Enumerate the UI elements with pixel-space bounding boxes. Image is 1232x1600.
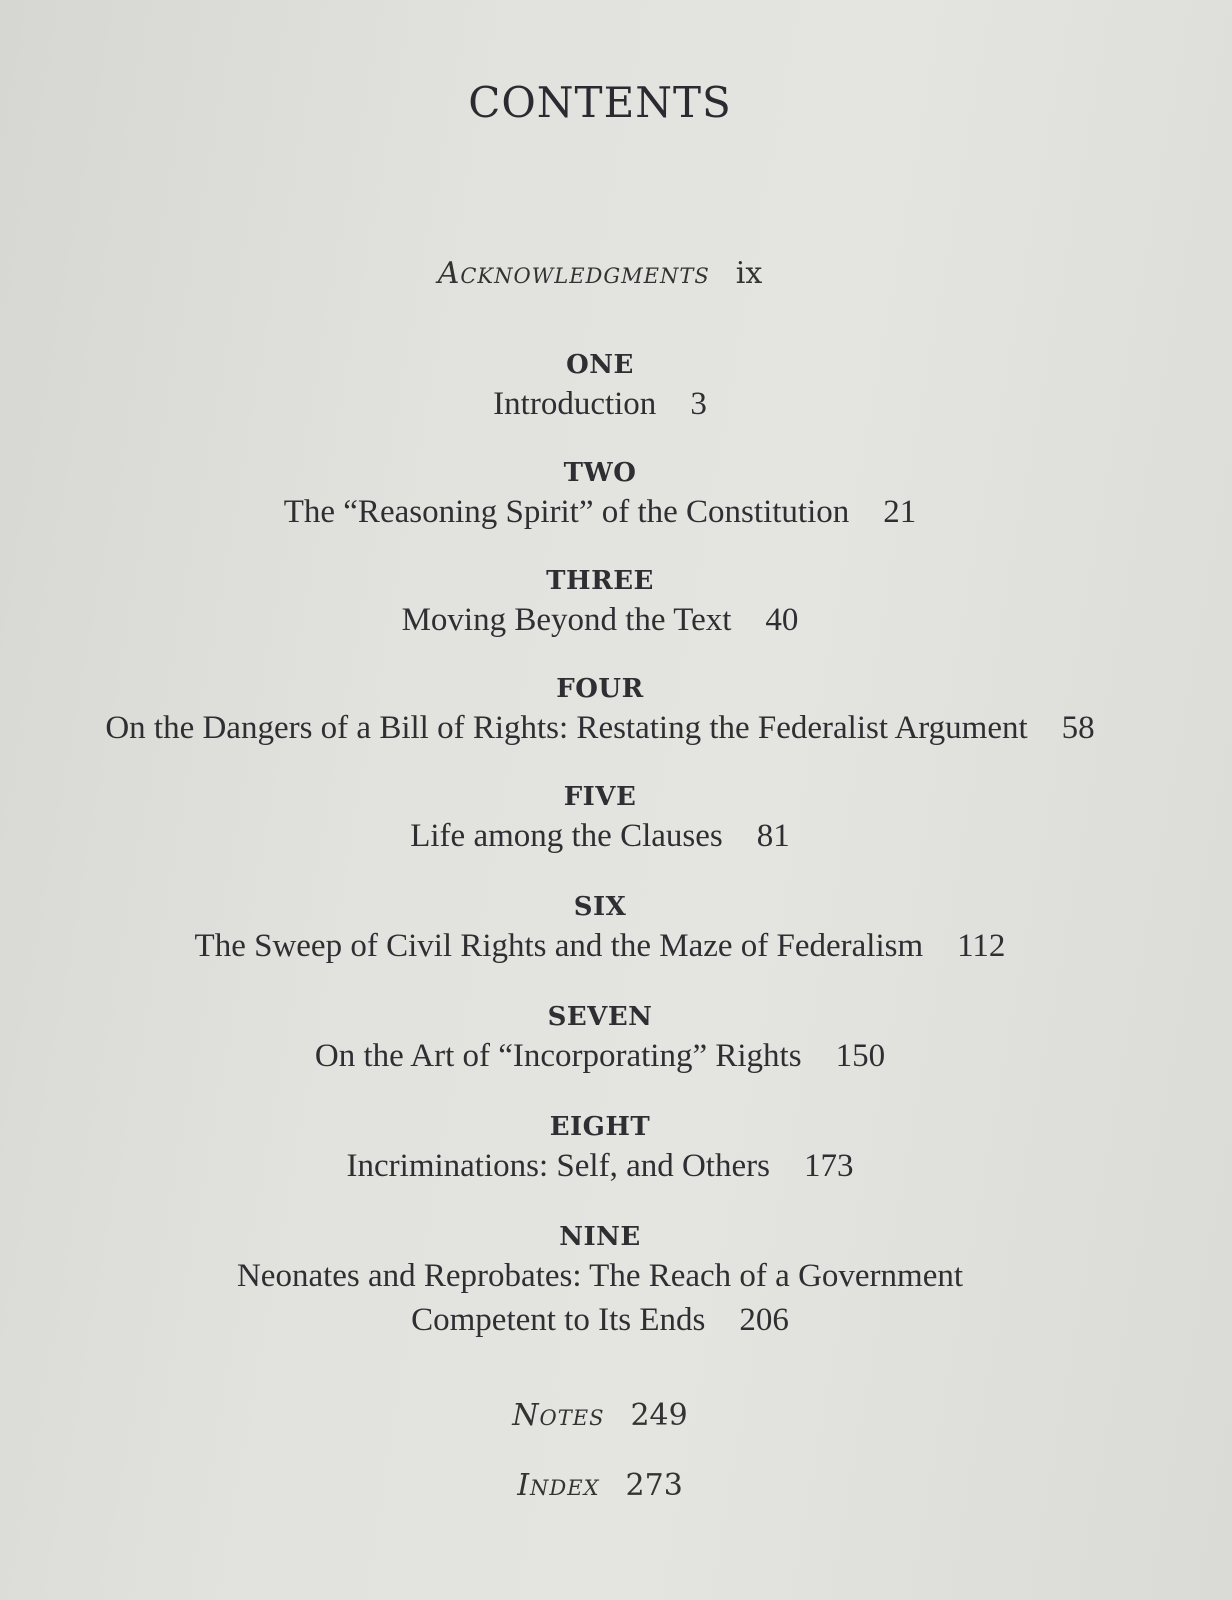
entry-label: Notes <box>512 1398 605 1433</box>
toc-chapter-six[interactable] <box>0 890 1200 968</box>
entry-page-number: 273 <box>625 1468 683 1503</box>
toc-chapter-four[interactable] <box>0 672 1200 750</box>
toc-entry-index[interactable] <box>0 1468 1200 1503</box>
toc-entry-acknowledgments[interactable] <box>0 256 1200 291</box>
entry-label: Acknowledgments <box>437 256 710 291</box>
page-title: CONTENTS <box>468 78 732 127</box>
chapter-title-line-1: Neonates and Reprobates: The Reach of a Government <box>236 1258 964 1294</box>
chapter-title: Competent to Its Ends <box>411 1302 706 1338</box>
chapter-title-line <box>0 924 1200 968</box>
chapter-title-line <box>0 490 1200 534</box>
chapter-title: Life among the Clauses <box>410 818 723 854</box>
chapter-title-line <box>0 382 1200 426</box>
toc-chapter-five[interactable] <box>0 780 1200 858</box>
chapter-title-line-2 <box>0 1298 1200 1342</box>
chapter-title-line <box>0 814 1200 858</box>
chapter-page-number: 81 <box>756 818 790 854</box>
chapter-title: The “Reasoning Spirit” of the Constitution <box>283 494 850 530</box>
chapter-title: On the Art of “Incorporating” Rights <box>314 1038 802 1074</box>
chapter-page-number: 173 <box>803 1148 854 1184</box>
chapter-page-number: 206 <box>739 1302 789 1338</box>
entry-page-number: 249 <box>630 1398 688 1433</box>
toc-entry-notes[interactable] <box>0 1398 1200 1433</box>
chapter-number: SIX <box>573 892 627 922</box>
chapter-number: FIVE <box>563 782 637 812</box>
chapter-number: ONE <box>566 350 634 380</box>
chapter-title-line <box>0 706 1200 750</box>
chapter-title: Incriminations: Self, and Others <box>346 1148 770 1184</box>
toc-chapter-seven[interactable] <box>0 1000 1200 1078</box>
chapter-number: TWO <box>563 458 637 488</box>
toc-chapter-nine[interactable] <box>0 1220 1200 1342</box>
chapter-number: SEVEN <box>547 1002 653 1032</box>
chapter-title-line <box>0 1144 1200 1188</box>
toc-chapter-eight[interactable] <box>0 1110 1200 1188</box>
toc-chapter-one[interactable] <box>0 348 1200 426</box>
chapter-page-number: 112 <box>957 928 1006 964</box>
chapter-title: On the Dangers of a Bill of Rights: Restating the Federalist Argument <box>105 710 1028 746</box>
chapter-title-line <box>0 1034 1200 1078</box>
chapter-page-number: 3 <box>690 386 707 422</box>
chapter-number: FOUR <box>556 674 644 704</box>
chapter-number: THREE <box>546 566 654 596</box>
chapter-page-number: 150 <box>835 1038 886 1074</box>
chapter-page-number: 21 <box>883 494 917 530</box>
entry-label: Index <box>517 1468 600 1503</box>
toc-chapter-two[interactable] <box>0 456 1200 534</box>
chapter-title: Moving Beyond the Text <box>401 602 732 638</box>
chapter-page-number: 58 <box>1061 710 1095 746</box>
chapter-page-number: 40 <box>765 602 799 638</box>
chapter-title-line <box>0 598 1200 642</box>
chapter-number: EIGHT <box>549 1112 651 1142</box>
toc-chapter-three[interactable] <box>0 564 1200 642</box>
chapter-title: Introduction <box>493 386 657 422</box>
chapter-title: The Sweep of Civil Rights and the Maze of Federalism <box>194 928 924 964</box>
entry-page-number: ix <box>735 256 763 291</box>
chapter-number: NINE <box>559 1222 641 1252</box>
